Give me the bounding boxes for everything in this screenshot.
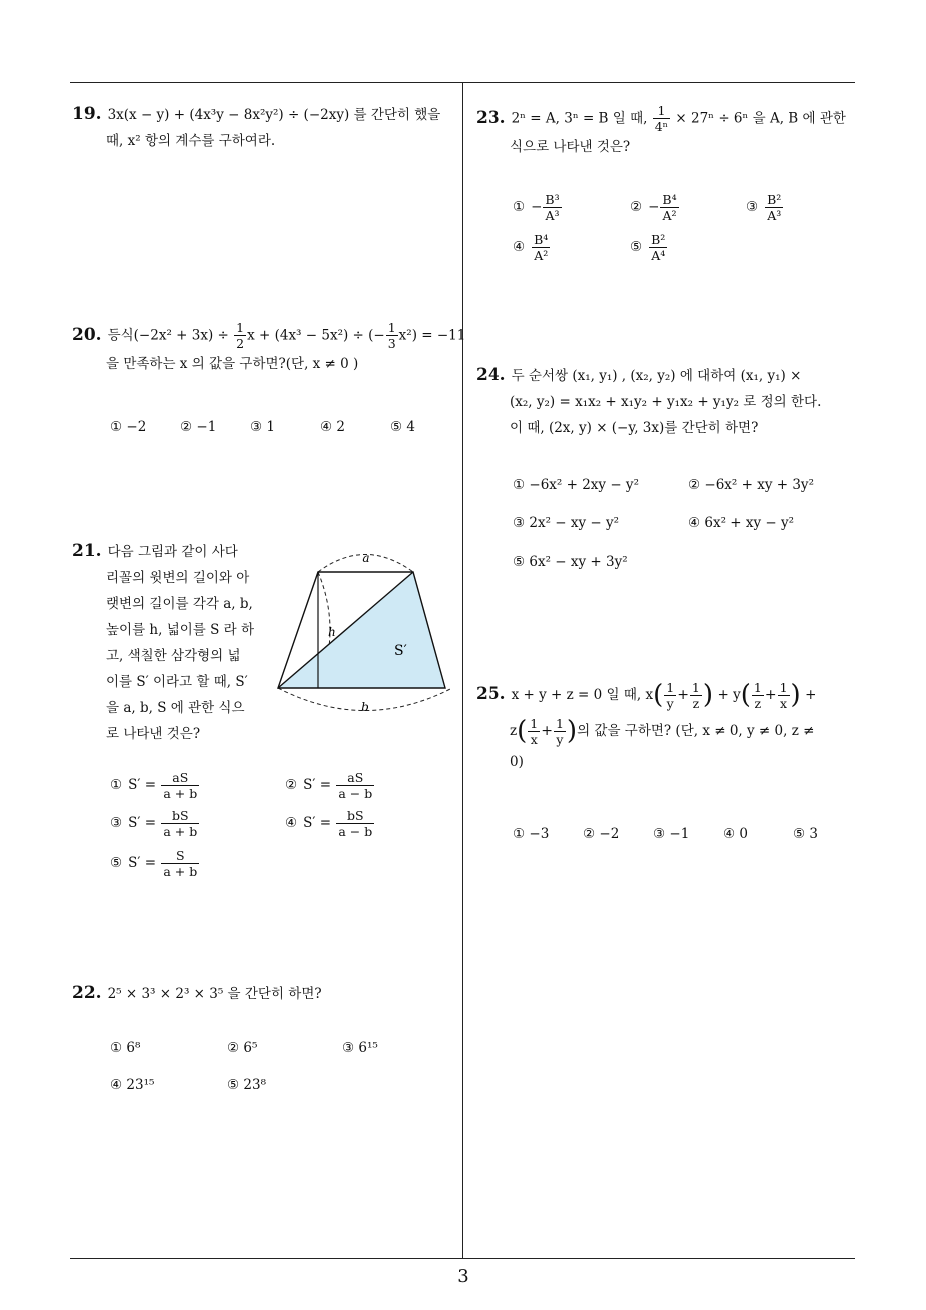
- question-19: [72, 101, 457, 154]
- option-5[interactable]: ⑤ 4: [390, 419, 415, 435]
- option-1[interactable]: ① 6⁸: [110, 1040, 141, 1056]
- label-b: b: [361, 700, 369, 714]
- question-number: 25.: [476, 684, 506, 704]
- label-a: a: [362, 551, 370, 565]
- question-number: 21.: [72, 541, 102, 561]
- option-4[interactable]: ④ 2: [320, 419, 345, 435]
- option-3[interactable]: ③ $\frac{\text{B²}}{\text{A³}}$: [746, 192, 782, 223]
- option-2[interactable]: ② 6⁵: [227, 1040, 258, 1056]
- option-2[interactable]: ② −6x² + xy + 3y²: [688, 477, 814, 493]
- option-3[interactable]: ③ −1: [653, 826, 690, 842]
- question-stem-line: 리꼴의 윗변의 길이와 아: [106, 570, 250, 586]
- stem-text: 2ⁿ = A, 3ⁿ = B 일 때,: [511, 110, 652, 127]
- question-stem-line: 을 만족하는 x 의 값을 구하면?(단, x ≠ 0 ): [106, 356, 359, 372]
- stem-text: x²) = −11: [398, 327, 466, 344]
- option-5[interactable]: ⑤ 23⁸: [227, 1077, 266, 1093]
- fraction: $\frac{1}{2}$: [236, 320, 245, 351]
- option-5[interactable]: ⑤ 3: [793, 826, 818, 842]
- option-3[interactable]: ③ S′ = $\frac{bS}{a + b}$: [110, 808, 198, 839]
- stem-text: + y: [717, 687, 741, 703]
- question-stem-line: (x₂, y₂) = x₁x₂ + x₁y₂ + y₁x₂ + y₁y₂ 로 정의 한다.: [510, 394, 822, 410]
- question-24: [476, 362, 861, 441]
- option-1[interactable]: ① − $\frac{\text{B³}}{\text{A³}}$: [513, 192, 560, 223]
- option-4[interactable]: ④ 6x² + xy − y²: [688, 515, 795, 531]
- option-2[interactable]: ② −1: [180, 419, 217, 435]
- option-3[interactable]: ③ 2x² − xy − y²: [513, 515, 620, 531]
- question-number: 23.: [476, 107, 506, 128]
- question-21: [72, 538, 272, 747]
- shaded-triangle: [278, 572, 445, 688]
- option-5[interactable]: ⑤ S′ = $\frac{S}{a + b}$: [110, 848, 198, 879]
- option-2[interactable]: ② S′ = $\frac{aS}{a - b}$: [285, 770, 373, 801]
- option-3[interactable]: ③ 1: [250, 419, 275, 435]
- question-stem-line: 이 때, (2x, y) × (−y, 3x)를 간단히 하면?: [510, 420, 759, 436]
- option-4[interactable]: ④ $\frac{\text{B⁴}}{\text{A²}}$: [513, 232, 549, 263]
- stem-text: 0): [510, 754, 524, 770]
- question-stem-line: 이를 S′ 이라고 할 때, S′: [106, 674, 248, 690]
- question-25: 25. x + y + z = 0 일 때, x( $\frac{1}{y}$ + $\frac{1}{z}$ ) + y( $\frac{1}{z}$ + $\frac{1}{x}$ ) + z( $\frac{1}{x}$ + $\frac{1}{y}$ )의 값을 구하면? (단, x ≠ 0, y ≠ 0, z ≠ 0): [476, 676, 861, 775]
- question-stem-line: 랫변의 길이를 각각 a, b,: [106, 596, 253, 612]
- fraction: $\frac{1}{3}$: [387, 320, 396, 351]
- question-22: [72, 980, 457, 1007]
- label-h: h: [328, 625, 336, 639]
- question-stem-line: 두 순서쌍 (x₁, y₁) , (x₂, y₂) 에 대하여 (x₁, y₁) ×: [511, 368, 802, 384]
- option-1[interactable]: ① −2: [110, 419, 147, 435]
- stem-text: 등식(−2x² + 3x) ÷: [107, 327, 234, 344]
- question-stem-line: 높이를 h, 넓이를 S 라 하: [106, 622, 255, 638]
- option-1[interactable]: ① −3: [513, 826, 550, 842]
- option-3[interactable]: ③ 6¹⁵: [342, 1040, 378, 1056]
- question-stem-line: 3x(x − y) + (4x³y − 8x²y²) ÷ (−2xy) 를 간단히 했을: [107, 107, 441, 123]
- stem-text: x + (4x³ − 5x²) ÷ (−: [247, 327, 385, 344]
- option-4[interactable]: ④ S′ = $\frac{bS}{a - b}$: [285, 808, 373, 839]
- question-stem-line: 식으로 나타낸 것은?: [510, 139, 631, 155]
- option-4[interactable]: ④ 0: [723, 826, 748, 842]
- stem-text: × 27ⁿ ÷ 6ⁿ 을 A, B 에 관한: [671, 110, 846, 127]
- option-1[interactable]: ① S′ = $\frac{aS}{a + b}$: [110, 770, 198, 801]
- option-1[interactable]: ① −6x² + 2xy − y²: [513, 477, 639, 493]
- option-5[interactable]: ⑤ $\frac{\text{B²}}{\text{A⁴}}$: [630, 232, 666, 263]
- bottom-rule: [70, 1258, 855, 1259]
- question-20: [72, 320, 466, 377]
- question-23: [476, 103, 861, 160]
- option-5[interactable]: ⑤ 6x² − xy + 3y²: [513, 554, 628, 570]
- question-stem-line: 다음 그림과 같이 사다: [107, 544, 238, 560]
- question-stem-line: 2⁵ × 3³ × 2³ × 3⁵ 을 간단히 하면?: [107, 986, 322, 1002]
- stem-text: +: [805, 687, 817, 703]
- question-number: 24.: [476, 365, 506, 385]
- stem-text: x + y + z = 0 일 때, x: [511, 687, 654, 703]
- fraction: $\frac{1}{\text{4ⁿ}}$: [654, 103, 669, 134]
- option-4[interactable]: ④ 23¹⁵: [110, 1077, 155, 1093]
- question-stem-line: 고, 색칠한 삼각형의 넓: [106, 648, 241, 664]
- stem-text: 의 값을 구하면? (단, x ≠ 0, y ≠ 0, z ≠: [577, 723, 815, 739]
- question-stem-line: 때, x² 항의 계수를 구하여라.: [106, 133, 276, 149]
- question-stem-line: 로 나타낸 것은?: [106, 726, 201, 742]
- question-number: 22.: [72, 983, 102, 1003]
- option-2[interactable]: ② − $\frac{\text{B⁴}}{\text{A²}}$: [630, 192, 677, 223]
- question-stem-line: 을 a, b, S 에 관한 식으: [106, 700, 245, 716]
- question-number: 19.: [72, 104, 102, 124]
- page-number: 3: [457, 1266, 469, 1287]
- trapezoid-figure: [270, 545, 460, 720]
- label-s-prime: S′: [394, 643, 407, 659]
- option-2[interactable]: ② −2: [583, 826, 620, 842]
- column-divider: [462, 82, 463, 1259]
- question-number: 20.: [72, 324, 102, 345]
- stem-text: z: [510, 723, 518, 739]
